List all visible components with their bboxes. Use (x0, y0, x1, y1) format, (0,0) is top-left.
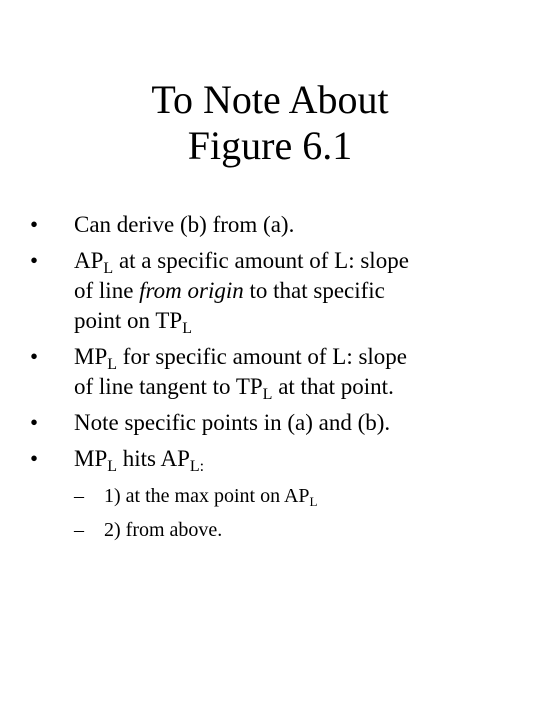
bullet-item (28, 210, 528, 240)
title-line-2: Figure 6.1 (187, 123, 353, 168)
bullet-icon: • (30, 410, 39, 435)
bullet-icon: • (30, 446, 39, 471)
bullet-icon: • (30, 248, 39, 273)
emphasis-text: from origin (139, 278, 244, 303)
subscript: L (107, 356, 118, 373)
dash-icon: – (74, 519, 84, 541)
subscript: L (262, 386, 273, 403)
bullet-text: Can derive (b) from (a). (74, 212, 295, 237)
bullet-text: hits AP (117, 446, 190, 471)
bullet-text: MP (74, 446, 108, 471)
subscript: L (182, 320, 192, 337)
bullet-item (28, 342, 528, 402)
dash-icon: – (74, 485, 84, 507)
bullet-text: AP (74, 248, 104, 273)
title-line-1: To Note About (151, 77, 389, 122)
sub-bullet-list (74, 482, 528, 544)
sub-bullet-item (74, 482, 528, 510)
bullet-list (28, 210, 528, 550)
sub-bullet-item (74, 516, 528, 544)
subscript: L (103, 260, 114, 277)
bullet-text: MP (74, 344, 108, 369)
subscript: L (107, 458, 118, 475)
sub-bullet-text: 2) from above. (104, 519, 223, 541)
sub-bullet-text: 1) at the max point on AP (104, 485, 310, 507)
bullet-icon: • (30, 344, 39, 369)
bullet-icon: • (30, 212, 39, 237)
subscript: L (309, 494, 318, 509)
bullet-text: of line (74, 278, 140, 303)
bullet-text: at that point. (272, 374, 394, 399)
bullet-item (28, 246, 528, 336)
bullet-text: Note specific points in (a) and (b). (74, 410, 391, 435)
bullet-text: for specific amount of L: slope (117, 344, 408, 369)
bullet-text: to that specific (243, 278, 385, 303)
slide-title (0, 77, 540, 169)
bullet-text: point on TP (74, 308, 183, 333)
bullet-item (28, 444, 528, 544)
bullet-text: of line tangent to TP (74, 374, 263, 399)
bullet-text: at a specific amount of L: slope (113, 248, 409, 273)
subscript: L: (189, 458, 205, 475)
bullet-item (28, 408, 528, 438)
